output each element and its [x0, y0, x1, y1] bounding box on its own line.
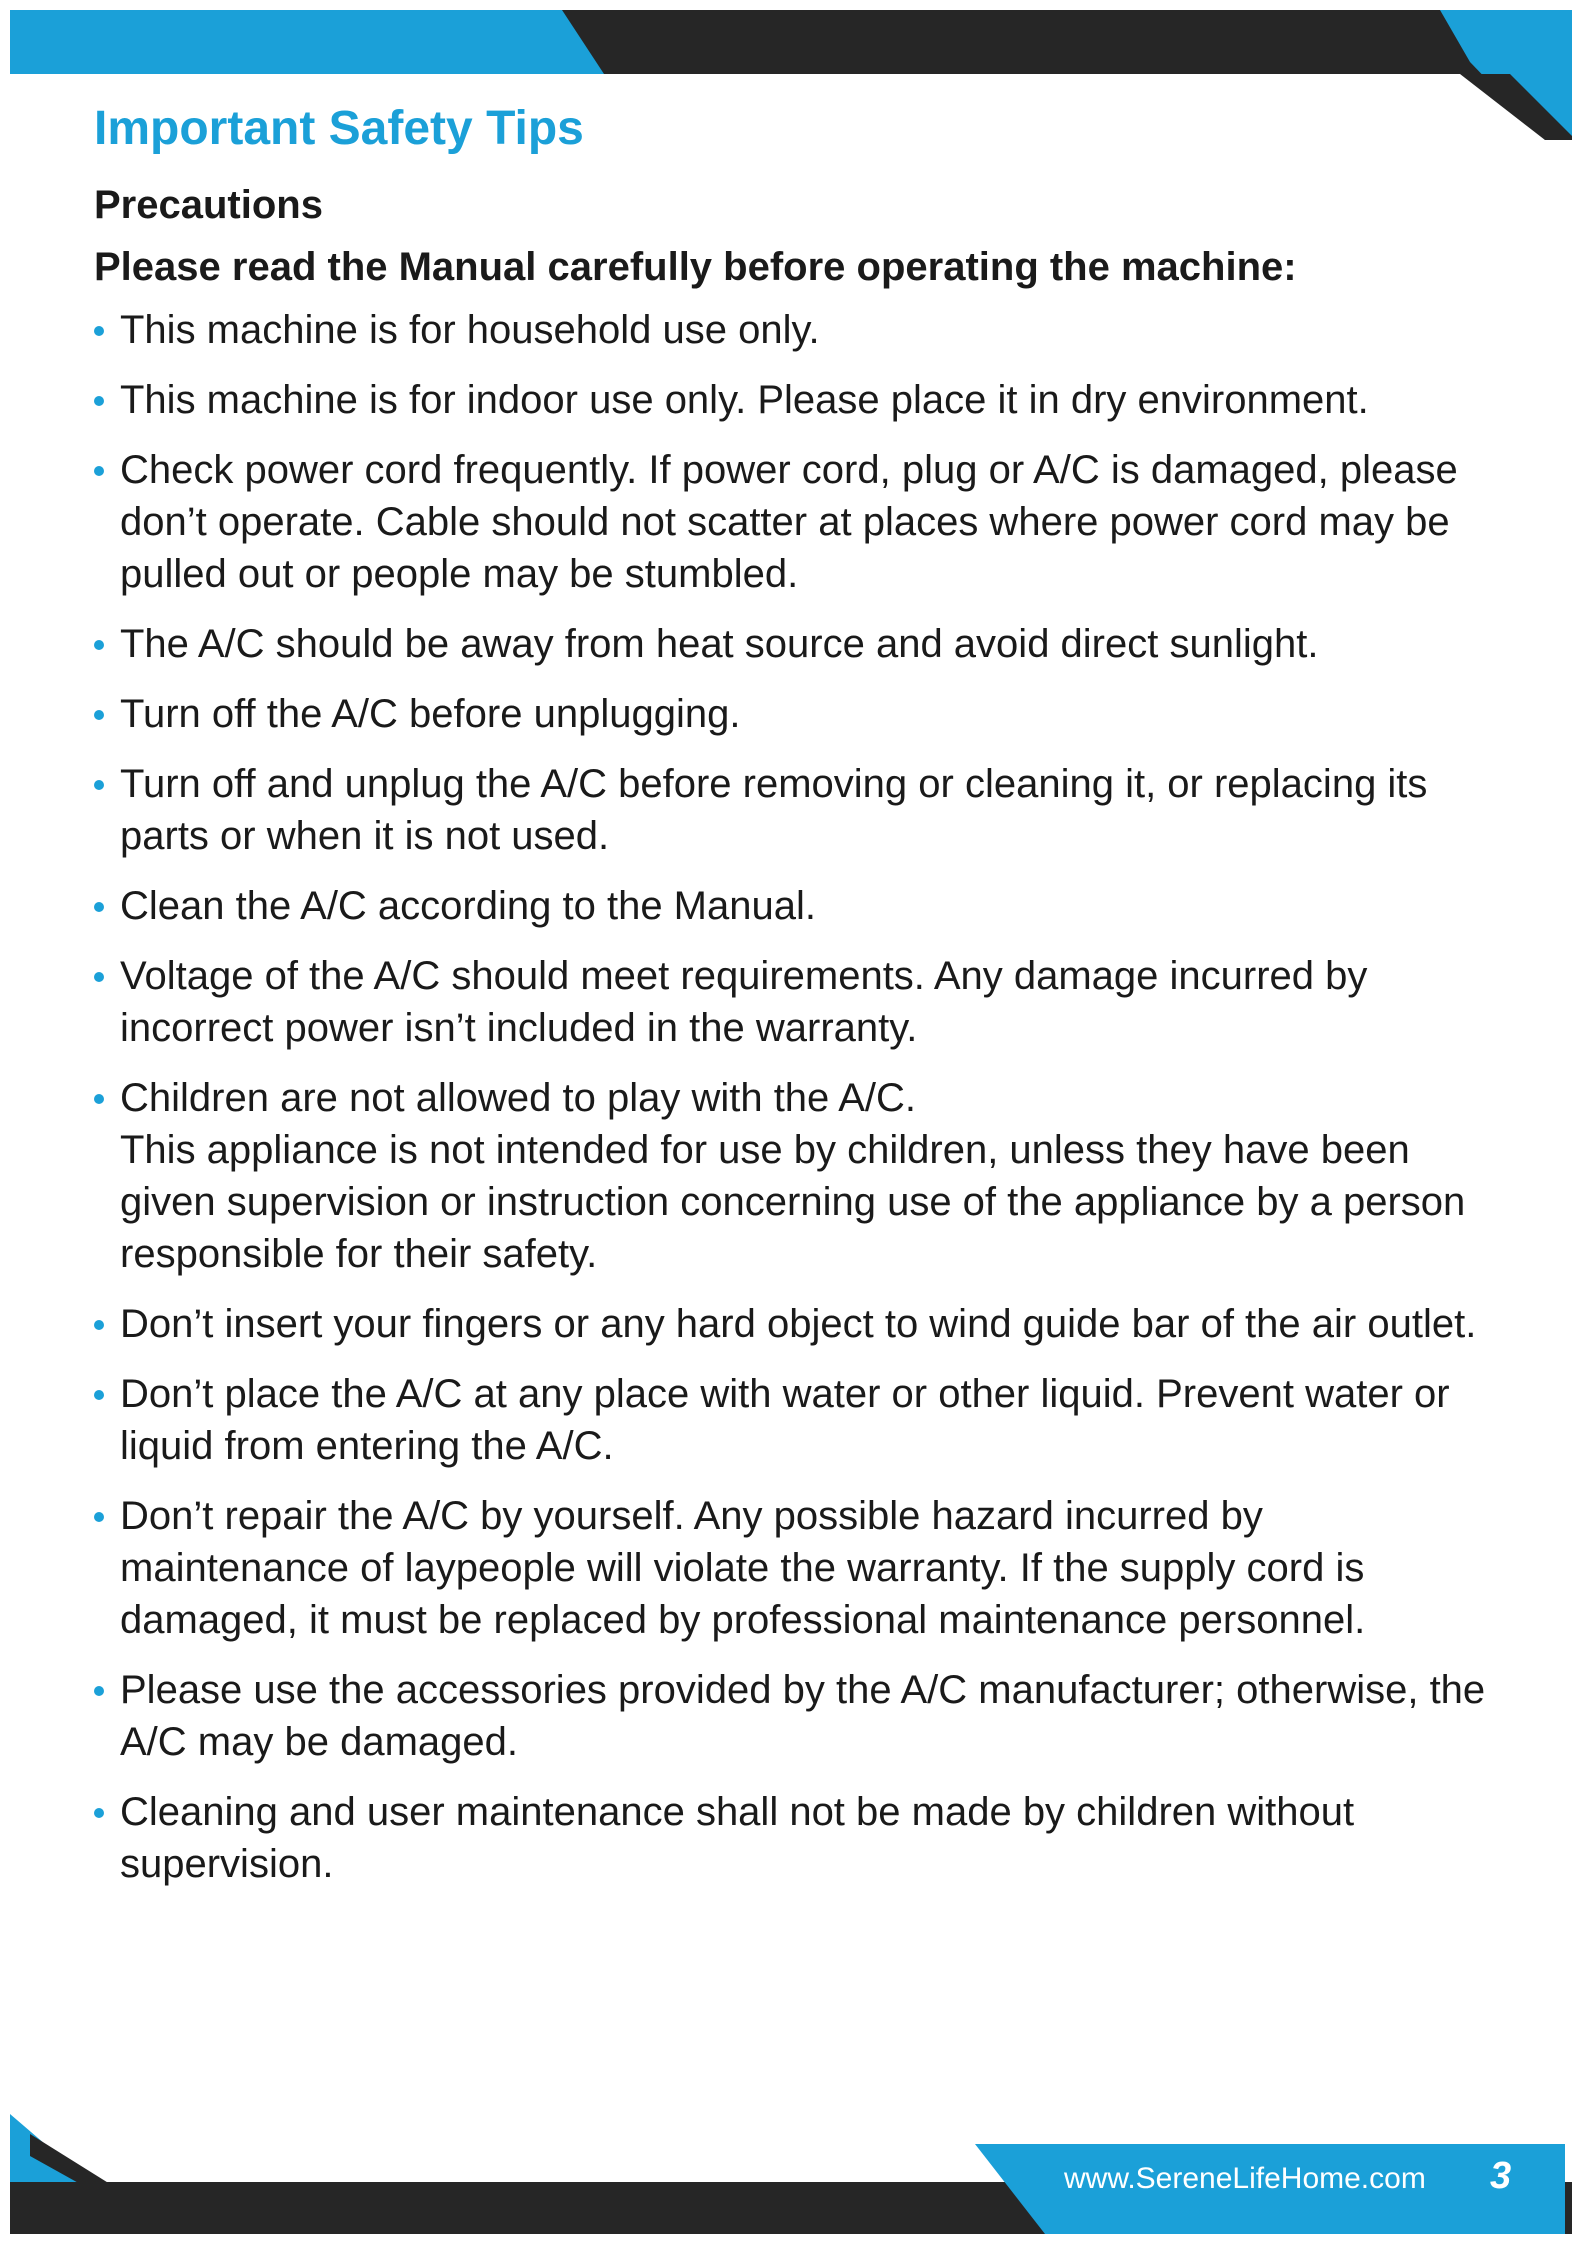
bullet-icon	[94, 1320, 104, 1330]
bullet-icon	[94, 780, 104, 790]
safety-tip-text: Don’t repair the A/C by yourself. Any possible hazard incurred by maintenance of laypeople will violate the warranty. If the supply cord is damaged, it must be replaced by professional maintenance personnel.	[120, 1493, 1366, 1642]
safety-tip-item	[94, 688, 1494, 740]
safety-tip-item	[94, 758, 1494, 862]
bullet-icon	[94, 710, 104, 720]
safety-tip-text: The A/C should be away from heat source and avoid direct sunlight.	[120, 621, 1319, 666]
safety-tip-text: Don’t place the A/C at any place with water or other liquid. Prevent water or liquid from entering the A/C.	[120, 1371, 1450, 1468]
section-intro: Please read the Manual carefully before operating the machine:	[94, 244, 1297, 289]
safety-tip-item	[94, 1368, 1494, 1472]
safety-tip-text: This machine is for household use only.	[120, 307, 820, 352]
safety-tip-item	[94, 1664, 1494, 1768]
safety-tip-text: Children are not allowed to play with the A/C.	[120, 1075, 916, 1120]
safety-tip-text: Turn off and unplug the A/C before removing or cleaning it, or replacing its parts or when it is not used.	[120, 761, 1428, 858]
page-number: 3	[1490, 2155, 1512, 2197]
bullet-icon	[94, 1512, 104, 1522]
safety-tip-item	[94, 1072, 1494, 1280]
page-title: Important Safety Tips	[94, 102, 584, 155]
safety-tip-item	[94, 880, 1494, 932]
bullet-icon	[94, 466, 104, 476]
safety-tip-text: Please use the accessories provided by the A/C manufacturer; otherwise, the A/C may be damaged.	[120, 1667, 1486, 1764]
bullet-icon	[94, 972, 104, 982]
safety-tip-item	[94, 304, 1494, 356]
safety-tip-text: Cleaning and user maintenance shall not be made by children without supervision.	[120, 1789, 1355, 1886]
footer-website-link[interactable]: www.SereneLifeHome.com	[1064, 2162, 1426, 2195]
bullet-icon	[94, 1808, 104, 1818]
safety-tip-item	[94, 374, 1494, 426]
bullet-icon	[94, 1686, 104, 1696]
safety-tip-text: Turn off the A/C before unplugging.	[120, 691, 741, 736]
section-heading: Precautions	[94, 182, 323, 227]
bullet-icon	[94, 1390, 104, 1400]
bullet-icon	[94, 326, 104, 336]
safety-tip-item	[94, 444, 1494, 600]
safety-tip-item	[94, 1490, 1494, 1646]
bullet-icon	[94, 902, 104, 912]
bullet-icon	[94, 1094, 104, 1104]
safety-tip-text: Clean the A/C according to the Manual.	[120, 883, 816, 928]
safety-tip-text: Don’t insert your fingers or any hard object to wind guide bar of the air outlet.	[120, 1301, 1477, 1346]
safety-tip-text: Check power cord frequently. If power cord, plug or A/C is damaged, please don’t operate. Cable should not scatter at places where power cord may be pulled out or people may be stumbled.	[120, 447, 1458, 596]
safety-tips-list	[94, 304, 1494, 1890]
safety-tip-text: Voltage of the A/C should meet requirements. Any damage incurred by incorrect power isn’t included in the warranty.	[120, 953, 1368, 1050]
safety-tip-item	[94, 1786, 1494, 1890]
safety-tip-item	[94, 1298, 1494, 1350]
safety-tip-item	[94, 618, 1494, 670]
safety-tip-text: This machine is for indoor use only. Please place it in dry environment.	[120, 377, 1369, 422]
bullet-icon	[94, 640, 104, 650]
page-content	[94, 100, 1494, 1908]
safety-tip-item	[94, 950, 1494, 1054]
bullet-icon	[94, 396, 104, 406]
safety-tip-extra-text: This appliance is not intended for use by children, unless they have been given supervision or instruction concerning use of the appliance by a person responsible for their safety.	[120, 1127, 1466, 1276]
